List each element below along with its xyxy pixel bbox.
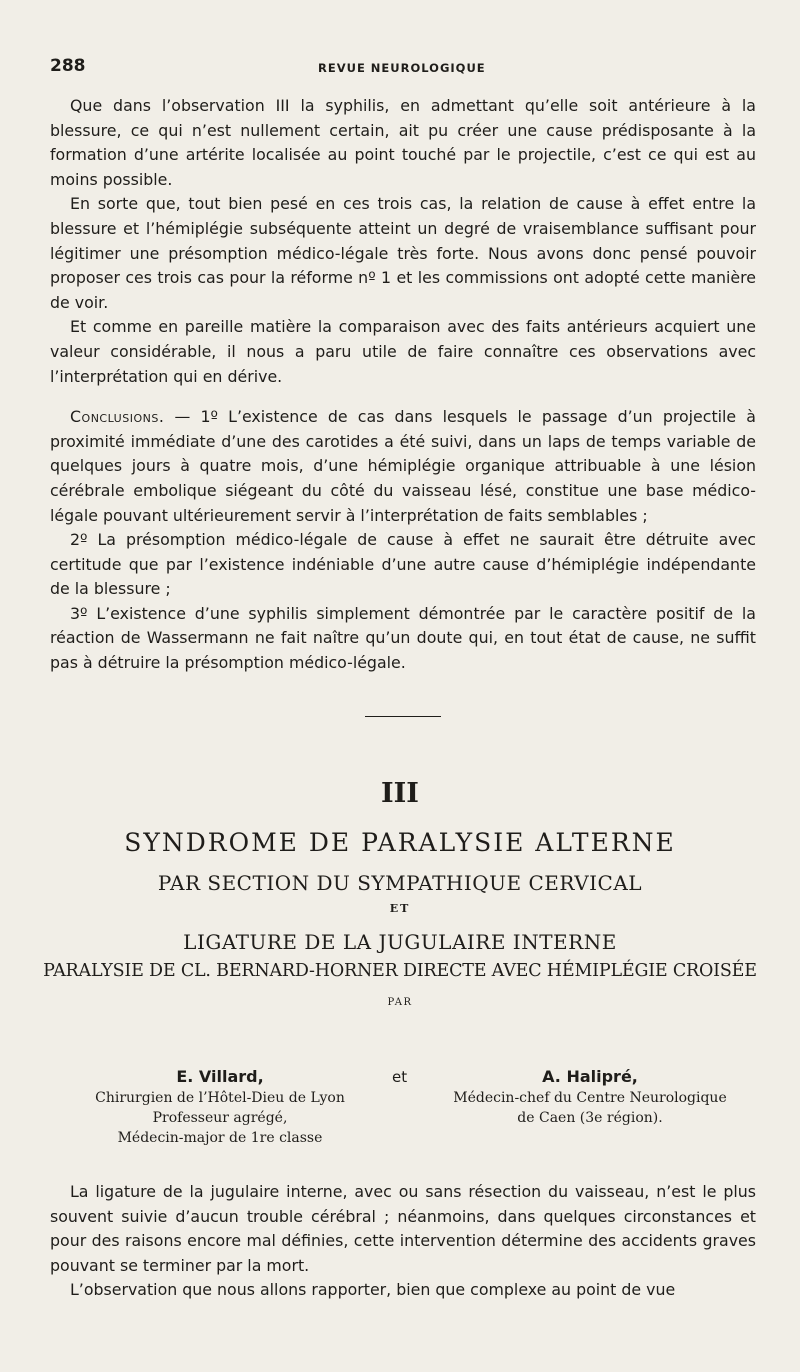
article-body — [50, 1180, 756, 1303]
paragraph: Et comme en pareille matière la comparaison avec des faits antérieurs acquiert une valeur considérable, il nous a paru utile de faire connaître ces observations avec l’interprétation qui en dérive. — [50, 317, 756, 386]
author-name: A. Halipré, — [542, 1067, 638, 1086]
article-subtitle: PAR SECTION DU SYMPATHIQUE CERVICAL — [157, 871, 643, 895]
author-right — [430, 1066, 750, 1128]
conclusion-item — [50, 405, 756, 528]
journal-title: REVUE NEUROLOGIQUE — [318, 61, 486, 75]
paragraph: Que dans l’observation III la syphilis, en admettant qu’elle soit antérieure à la blessure, ce qui n’est nullement certain, ait pu créer une cause prédisposante à la formation d’une artérite localisée au point touché par le projectile, c’est ce qui est au moins possible. — [50, 96, 756, 189]
body-text — [50, 94, 756, 717]
conclusion-item: 3º L’existence d’une syphilis simplement démontrée par le caractère positif de la réaction de Wassermann ne fait naître qu’un doute qui, en tout état de cause, ne suffit pas à détruire la présomption médico-légale. — [50, 603, 756, 673]
section-divider — [365, 716, 441, 717]
article-title: SYNDROME DE PARALYSIE ALTERNE — [124, 828, 676, 857]
conclusion-item: 2º La présomption médico-légale de cause à effet ne saurait être détruite avec certitude que par l’existence indéniable d’une autre cause d’hémiplégie indépendante de la blessure ; — [50, 530, 756, 599]
author-affiliation: Chirurgien de l’Hôtel-Dieu de Lyon — [95, 1090, 345, 1106]
page-number: 288 — [50, 56, 86, 76]
article-heading — [40, 778, 760, 1008]
authors — [50, 1066, 756, 1156]
section-number: III — [381, 778, 419, 809]
paragraph: L’observation que nous allons rapporter, bien que complexe au point de vue — [70, 1280, 676, 1300]
paragraph: La ligature de la jugulaire interne, avec ou sans résection du vaisseau, n’est le plus souvent suivie d’aucun trouble cérébral ; néanmoins, dans quelques circonstances et pour des raisons encore mal définies, cette intervention détermine des accidents graves pouvant se terminer par la mort. — [50, 1182, 756, 1275]
author-affiliation: de Caen (3e région). — [517, 1110, 663, 1126]
conclusions-label: Conclusions. — [70, 407, 165, 427]
paragraph: En sorte que, tout bien pesé en ces trois cas, la relation de cause à effet entre la blessure et l’hémiplégie subséquente atteint un degré de vraisemblance suffisant pour légitimer une présomption médico-légale très forte. Nous avons donc pensé pouvoir proposer ces trois cas pour la réforme nº 1 et les commissions ont adopté cette manière de voir. — [50, 194, 756, 312]
author-affiliation: Médecin-major de 1re classe — [117, 1130, 323, 1146]
title-connector: ET — [389, 902, 411, 915]
author-name: E. Villard, — [176, 1067, 264, 1086]
byline-label: PAR — [387, 997, 413, 1008]
author-left — [60, 1066, 380, 1148]
author-affiliation: Médecin-chef du Centre Neurologique — [453, 1090, 727, 1106]
article-subtitle: LIGATURE DE LA JUGULAIRE INTERNE — [183, 930, 617, 954]
author-affiliation: Professeur agrégé, — [152, 1110, 288, 1126]
article-subtitle: PARALYSIE DE CL. BERNARD-HORNER DIRECTE AVEC HÉMIPLÉGIE CROISÉE — [43, 961, 757, 981]
conclusion-text: — 1º L’existence de cas dans lesquels le passage d’un projectile à proximité immédiate d’une des carotides a été suivi, dans un laps de temps variable de quelques jours à quatre mois, d’une hémiplégie organique attribuable à une lésion cérébrale embolique siégeant du côté du vaisseau lésé, constitue une base médico-légale pouvant ultérieurement servir à l’interprétation de faits semblables ; — [50, 407, 756, 525]
author-separator: et — [392, 1068, 408, 1086]
running-head — [50, 56, 756, 80]
